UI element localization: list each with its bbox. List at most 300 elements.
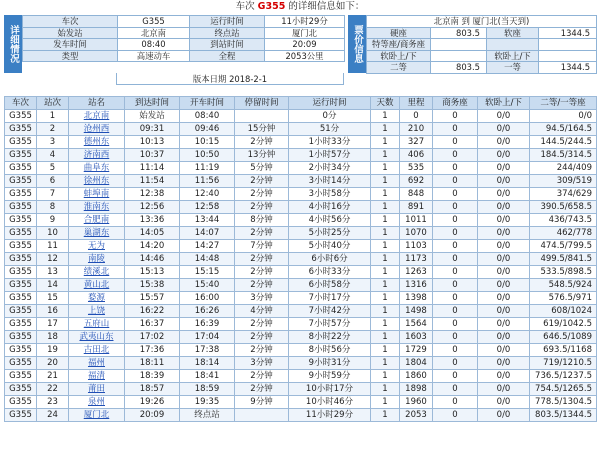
station-cell (69, 266, 125, 279)
station-cell (69, 305, 125, 318)
details-label: 全程 (190, 50, 265, 62)
station-link[interactable]: 北京南 (83, 110, 110, 121)
stop-row (5, 162, 597, 175)
table-cell: 23 (37, 396, 69, 409)
table-cell: 4 (37, 149, 69, 162)
table-cell: 1398 (400, 292, 433, 305)
table-cell: 15:13 (125, 266, 180, 279)
table-cell: 1 (371, 201, 400, 214)
table-cell: 0/0 (478, 396, 530, 409)
station-link[interactable]: 济南西 (83, 149, 110, 160)
station-link[interactable]: 沧州西 (83, 123, 110, 134)
column-header: 站名 (69, 97, 125, 110)
table-cell: 0 (433, 331, 478, 344)
table-cell: 0 (433, 123, 478, 136)
table-cell: 1 (371, 279, 400, 292)
table-cell: 0 (433, 175, 478, 188)
table-cell: 20 (37, 357, 69, 370)
station-cell (69, 383, 125, 396)
table-cell: G355 (5, 162, 37, 175)
table-cell: 2小时34分 (289, 162, 371, 175)
table-cell: 12:58 (180, 201, 235, 214)
table-cell: 3 (37, 136, 69, 149)
stop-row (5, 149, 597, 162)
table-cell: 462/778 (530, 227, 597, 240)
table-cell: 16:26 (180, 305, 235, 318)
table-cell: 10:50 (180, 149, 235, 162)
station-link[interactable]: 泉州 (87, 396, 105, 407)
column-header: 开车时间 (180, 97, 235, 110)
table-cell: 1 (371, 396, 400, 409)
table-cell: 144.5/244.5 (530, 136, 597, 149)
table-cell: 327 (400, 136, 433, 149)
table-cell: 0 (433, 162, 478, 175)
station-cell (69, 396, 125, 409)
table-cell: 12:56 (125, 201, 180, 214)
table-cell: 13:36 (125, 214, 180, 227)
price-value: 803.5 (431, 27, 487, 39)
price-side-label: 票价信息 (348, 15, 366, 73)
table-cell: 1 (371, 175, 400, 188)
station-link[interactable]: 武夷山东 (79, 331, 114, 342)
table-cell: 14:46 (125, 253, 180, 266)
station-cell (69, 214, 125, 227)
table-cell: 0/0 (478, 162, 530, 175)
table-cell: 11小时29分 (289, 409, 371, 422)
table-cell: 15分钟 (235, 123, 289, 136)
table-cell: 2分钟 (235, 331, 289, 344)
station-link[interactable]: 五府山 (83, 318, 110, 329)
table-cell: 08:40 (180, 110, 235, 123)
stops-table-header (5, 97, 597, 110)
price-table (366, 15, 597, 74)
table-cell: 848 (400, 188, 433, 201)
details-value: 高速动车 (118, 50, 190, 62)
table-cell: 16:22 (125, 305, 180, 318)
table-cell: 0/0 (478, 292, 530, 305)
table-cell: 0/0 (478, 266, 530, 279)
station-link[interactable]: 德州东 (83, 136, 110, 147)
table-cell: 0 (433, 292, 478, 305)
table-cell: 0/0 (478, 175, 530, 188)
table-cell: 406 (400, 149, 433, 162)
table-cell: 0/0 (478, 201, 530, 214)
table-cell: 6 (37, 175, 69, 188)
stop-row (5, 305, 597, 318)
table-cell: 12 (37, 253, 69, 266)
table-cell: G355 (5, 240, 37, 253)
table-cell: G355 (5, 331, 37, 344)
stop-row (5, 110, 597, 123)
table-cell: G355 (5, 175, 37, 188)
station-link[interactable]: 黄山北 (83, 279, 110, 290)
details-label: 到站时间 (190, 39, 265, 51)
train-details-table (22, 15, 345, 62)
table-cell: 1564 (400, 318, 433, 331)
table-cell: 2分钟 (235, 175, 289, 188)
table-cell: 13 (37, 266, 69, 279)
table-cell: 11 (37, 240, 69, 253)
table-cell: 0 (433, 409, 478, 422)
station-link[interactable]: 徐州东 (83, 175, 110, 186)
table-cell: 8 (37, 201, 69, 214)
price-label: 一等 (487, 62, 539, 74)
price-value: 1344.5 (539, 27, 597, 39)
price-label: 特等座/商务座 (367, 39, 431, 51)
station-link[interactable]: 婺源 (87, 292, 105, 303)
table-cell: 1 (371, 188, 400, 201)
table-cell: 474.5/799.5 (530, 240, 597, 253)
table-cell: 0 (433, 305, 478, 318)
table-cell: 390.5/658.5 (530, 201, 597, 214)
details-label: 运行时间 (190, 16, 265, 28)
table-cell: 533.5/898.5 (530, 266, 597, 279)
table-cell: 7小时42分 (289, 305, 371, 318)
station-cell (69, 357, 125, 370)
table-cell: 2分钟 (235, 344, 289, 357)
table-cell: 2分钟 (235, 318, 289, 331)
table-cell: 0 (433, 396, 478, 409)
table-cell: 8小时56分 (289, 344, 371, 357)
table-cell: 13:44 (180, 214, 235, 227)
table-cell: 14:07 (180, 227, 235, 240)
table-cell: 608/1024 (530, 305, 597, 318)
details-row (23, 39, 345, 51)
table-cell: 18:57 (125, 383, 180, 396)
details-value: 厦门北 (265, 27, 345, 39)
station-cell (69, 409, 125, 422)
table-cell: 1 (371, 305, 400, 318)
table-cell: 10小时17分 (289, 383, 371, 396)
station-link[interactable]: 无为 (87, 240, 105, 251)
price-route-header: 北京南 到 厦门北(当天到) (367, 16, 597, 28)
table-cell: 803.5/1344.5 (530, 409, 597, 422)
price-value (539, 39, 597, 51)
price-row (367, 27, 597, 39)
table-cell: 9小时59分 (289, 370, 371, 383)
table-cell: 14:48 (180, 253, 235, 266)
station-cell (69, 123, 125, 136)
table-cell: 736.5/1237.5 (530, 370, 597, 383)
table-cell: 09:31 (125, 123, 180, 136)
table-cell: 8分钟 (235, 214, 289, 227)
table-cell: 14:20 (125, 240, 180, 253)
station-cell (69, 162, 125, 175)
table-cell: 17:38 (180, 344, 235, 357)
page-caption (0, 0, 600, 13)
table-cell: 51分 (289, 123, 371, 136)
table-cell: 0/0 (478, 188, 530, 201)
table-cell: 0 (433, 214, 478, 227)
station-link[interactable]: 绩溪北 (83, 266, 110, 277)
table-cell: 3分钟 (235, 357, 289, 370)
table-cell: 309/519 (530, 175, 597, 188)
table-cell: 0 (433, 318, 478, 331)
station-link[interactable]: 上饶 (87, 305, 105, 316)
station-cell (69, 253, 125, 266)
table-cell: 1 (371, 214, 400, 227)
table-cell: 646.5/1089 (530, 331, 597, 344)
table-cell: 548.5/924 (530, 279, 597, 292)
table-cell: 1 (371, 253, 400, 266)
table-cell: 1 (371, 110, 400, 123)
table-cell: 15:40 (180, 279, 235, 292)
table-cell: 1 (371, 331, 400, 344)
station-link[interactable]: 福州 (87, 357, 105, 368)
table-cell: 1 (371, 136, 400, 149)
column-header: 站次 (37, 97, 69, 110)
table-cell (235, 110, 289, 123)
details-value: 08:40 (118, 39, 190, 51)
station-link[interactable]: 古田北 (83, 344, 110, 355)
table-cell: 0 (433, 149, 478, 162)
table-cell: 12:40 (180, 188, 235, 201)
table-cell: 0 (433, 201, 478, 214)
station-cell (69, 279, 125, 292)
table-cell: 0/0 (478, 240, 530, 253)
table-cell: 8小时22分 (289, 331, 371, 344)
details-value: 北京南 (118, 27, 190, 39)
table-cell: 0 (433, 383, 478, 396)
table-cell: G355 (5, 409, 37, 422)
table-cell: 2分钟 (235, 227, 289, 240)
table-cell: G355 (5, 201, 37, 214)
table-cell: 0 (433, 240, 478, 253)
table-cell: 0/0 (478, 370, 530, 383)
station-link[interactable]: 福清 (87, 370, 105, 381)
table-cell: 619/1042.5 (530, 318, 597, 331)
price-value: 1344.5 (539, 62, 597, 74)
table-cell: 10:15 (180, 136, 235, 149)
table-cell: 1173 (400, 253, 433, 266)
station-cell (69, 110, 125, 123)
station-link[interactable]: 淮南东 (83, 201, 110, 212)
table-cell: 24 (37, 409, 69, 422)
table-cell: 3小时14分 (289, 175, 371, 188)
station-link[interactable]: 合肥南 (83, 214, 110, 225)
table-cell: 始发站 (125, 110, 180, 123)
stop-row (5, 201, 597, 214)
column-header: 停留时间 (235, 97, 289, 110)
station-link[interactable]: 莆田 (87, 383, 105, 394)
details-label: 类型 (23, 50, 118, 62)
table-cell: 3小时58分 (289, 188, 371, 201)
station-cell (69, 240, 125, 253)
table-cell: 17:02 (125, 331, 180, 344)
table-cell: 0/0 (478, 110, 530, 123)
version-date: 版本日期 2018-2-1 (116, 73, 344, 85)
table-cell: 244/409 (530, 162, 597, 175)
table-cell: G355 (5, 227, 37, 240)
price-label: 软卧上/下 (487, 50, 539, 62)
table-cell: 16 (37, 305, 69, 318)
table-cell: 0/0 (478, 214, 530, 227)
price-value (431, 50, 487, 62)
stop-row (5, 357, 597, 370)
table-cell: 184.5/314.5 (530, 149, 597, 162)
details-label: 终点站 (190, 27, 265, 39)
table-cell: 1498 (400, 305, 433, 318)
table-cell: 5小时40分 (289, 240, 371, 253)
table-cell: 9 (37, 214, 69, 227)
price-value (431, 39, 487, 51)
table-cell: 0/0 (478, 149, 530, 162)
details-value: 20:09 (265, 39, 345, 51)
table-cell: 19:26 (125, 396, 180, 409)
table-cell: 0/0 (478, 279, 530, 292)
table-cell: 1804 (400, 357, 433, 370)
train-info-block (4, 15, 596, 87)
table-cell: 1103 (400, 240, 433, 253)
stop-row (5, 396, 597, 409)
station-cell (69, 370, 125, 383)
table-cell: 0分 (289, 110, 371, 123)
table-cell: 891 (400, 201, 433, 214)
table-cell: 1 (371, 149, 400, 162)
table-cell: G355 (5, 214, 37, 227)
table-cell: 3分钟 (235, 292, 289, 305)
table-cell: 0/0 (530, 110, 597, 123)
table-cell: 6小时58分 (289, 279, 371, 292)
table-cell: 1 (371, 409, 400, 422)
table-cell: 11:54 (125, 175, 180, 188)
table-cell: 1011 (400, 214, 433, 227)
stop-row (5, 279, 597, 292)
station-cell (69, 188, 125, 201)
table-cell: 14:05 (125, 227, 180, 240)
price-value (539, 50, 597, 62)
station-link[interactable]: 南陵 (87, 253, 105, 264)
table-cell: 0 (433, 227, 478, 240)
details-value: 2053公里 (265, 50, 345, 62)
station-link[interactable]: 巢湖东 (83, 227, 110, 238)
table-cell: 11:14 (125, 162, 180, 175)
table-cell: 16:37 (125, 318, 180, 331)
table-cell: 16:39 (180, 318, 235, 331)
table-cell: 0 (433, 357, 478, 370)
table-cell: 18 (37, 331, 69, 344)
table-cell: 4小时56分 (289, 214, 371, 227)
table-cell: 18:14 (180, 357, 235, 370)
table-cell: 7分钟 (235, 240, 289, 253)
table-cell: 14:27 (180, 240, 235, 253)
price-label (487, 39, 539, 51)
stop-row (5, 344, 597, 357)
table-cell: 4分钟 (235, 305, 289, 318)
table-cell: 0 (433, 188, 478, 201)
column-header: 商务座 (433, 97, 478, 110)
table-cell: G355 (5, 279, 37, 292)
table-cell: 0 (433, 253, 478, 266)
stop-row (5, 175, 597, 188)
station-link[interactable]: 厦门北 (83, 409, 110, 420)
table-cell: 10:37 (125, 149, 180, 162)
table-cell: 21 (37, 370, 69, 383)
station-cell (69, 149, 125, 162)
table-cell: G355 (5, 149, 37, 162)
table-cell: 0/0 (478, 409, 530, 422)
column-header: 天数 (371, 97, 400, 110)
table-cell: 0 (433, 110, 478, 123)
column-header: 到达时间 (125, 97, 180, 110)
table-cell: 2分钟 (235, 266, 289, 279)
table-cell: 1 (371, 318, 400, 331)
table-cell: 210 (400, 123, 433, 136)
table-cell: 1 (371, 123, 400, 136)
table-cell: 12:38 (125, 188, 180, 201)
table-cell: 13分钟 (235, 149, 289, 162)
column-header: 软卧上/下 (478, 97, 530, 110)
table-cell: 1263 (400, 266, 433, 279)
table-cell: 1729 (400, 344, 433, 357)
table-cell: 0/0 (478, 383, 530, 396)
table-cell: 692 (400, 175, 433, 188)
table-cell: 7小时57分 (289, 318, 371, 331)
stop-row (5, 383, 597, 396)
table-cell: 19 (37, 344, 69, 357)
table-cell: 576.5/971 (530, 292, 597, 305)
table-cell: 5分钟 (235, 162, 289, 175)
table-cell: 499.5/841.5 (530, 253, 597, 266)
station-cell (69, 227, 125, 240)
caption-suffix: 的详细信息如下： (285, 1, 365, 12)
table-cell: 2分钟 (235, 370, 289, 383)
table-cell: G355 (5, 188, 37, 201)
station-cell (69, 292, 125, 305)
table-cell: 0 (433, 344, 478, 357)
table-cell: G355 (5, 370, 37, 383)
station-cell (69, 344, 125, 357)
station-link[interactable]: 蚌埠南 (83, 188, 110, 199)
table-cell: 94.5/164.5 (530, 123, 597, 136)
table-cell: 0/0 (478, 344, 530, 357)
details-label: 始发站 (23, 27, 118, 39)
table-cell: 693.5/1168 (530, 344, 597, 357)
station-link[interactable]: 曲阜东 (83, 162, 110, 173)
table-cell: 4小时16分 (289, 201, 371, 214)
station-cell (69, 175, 125, 188)
stop-row (5, 266, 597, 279)
table-cell: 11:56 (180, 175, 235, 188)
table-cell: 0/0 (478, 357, 530, 370)
table-cell: 10小时46分 (289, 396, 371, 409)
table-cell: 1603 (400, 331, 433, 344)
table-cell: 17:04 (180, 331, 235, 344)
table-cell: 1960 (400, 396, 433, 409)
details-value: 11小时29分 (265, 16, 345, 28)
table-cell: 1 (371, 292, 400, 305)
stops-table (4, 96, 597, 422)
table-cell: 18:59 (180, 383, 235, 396)
stop-row (5, 188, 597, 201)
table-cell: 0 (433, 266, 478, 279)
table-cell: 18:11 (125, 357, 180, 370)
stop-row (5, 331, 597, 344)
table-cell: 1 (371, 357, 400, 370)
details-value: G355 (118, 16, 190, 28)
table-cell: 1316 (400, 279, 433, 292)
details-label: 发车时间 (23, 39, 118, 51)
table-cell: 7 (37, 188, 69, 201)
table-cell: 2 (37, 123, 69, 136)
table-cell: 374/629 (530, 188, 597, 201)
price-label: 软座 (487, 27, 539, 39)
table-cell: 436/743.5 (530, 214, 597, 227)
details-row (23, 27, 345, 39)
table-cell: 09:46 (180, 123, 235, 136)
table-cell: 1070 (400, 227, 433, 240)
table-cell: G355 (5, 292, 37, 305)
